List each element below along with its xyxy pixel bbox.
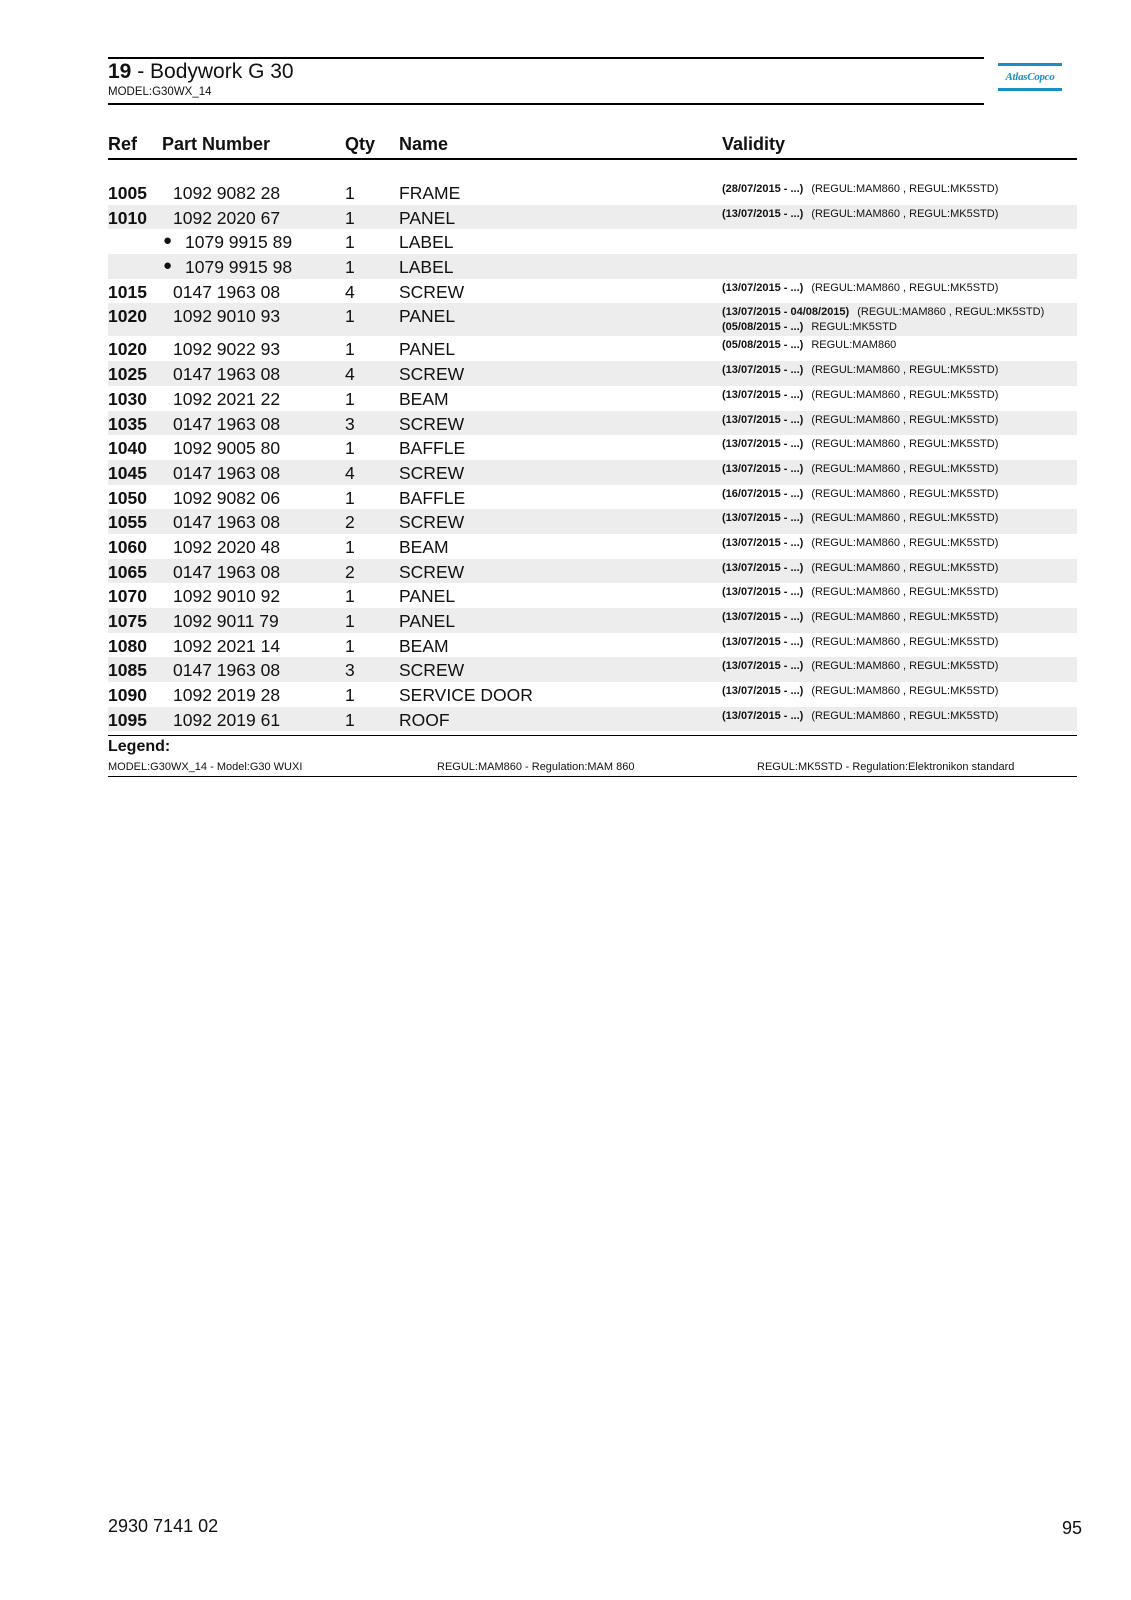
- sub-item-bullet: ●: [163, 257, 173, 275]
- logo-bottom-bar: [998, 88, 1062, 91]
- row-qty: 1: [345, 586, 355, 607]
- table-end-rule: [108, 735, 1077, 736]
- row-name: LABEL: [399, 257, 454, 278]
- row-validity: [722, 562, 998, 575]
- table-row: [108, 509, 1077, 534]
- table-header: [108, 130, 1077, 160]
- table-row: [108, 336, 1077, 361]
- col-ref-header: Ref: [108, 134, 138, 154]
- row-name: SERVICE DOOR: [399, 685, 533, 706]
- row-validity: [722, 183, 998, 196]
- row-ref: 1045: [108, 462, 147, 483]
- table-row: [108, 229, 1077, 254]
- page-title: [108, 60, 294, 84]
- validity-regulation: (REGUL:MAM860 , REGUL:MK5STD): [811, 183, 999, 195]
- validity-regulation: (REGUL:MAM860 , REGUL:MK5STD): [811, 462, 999, 475]
- row-validity: [722, 339, 896, 352]
- row-qty: 1: [345, 685, 355, 706]
- row-part-number: 0147 1963 08: [173, 561, 281, 582]
- row-part-number: 1092 9010 92: [173, 586, 281, 607]
- row-ref: 1055: [108, 512, 147, 533]
- validity-regulation: REGUL:MAM860: [811, 339, 897, 352]
- validity-date: (13/07/2015 - ...): [722, 364, 804, 377]
- row-qty: 1: [345, 487, 355, 508]
- row-part-number: 0147 1963 08: [173, 281, 281, 302]
- row-name: PANEL: [399, 611, 456, 631]
- legend-title: Legend:: [108, 738, 171, 755]
- validity-date: (05/08/2015 - ...): [722, 321, 804, 334]
- validity-regulation: (REGUL:MAM860 , REGUL:MK5STD): [811, 536, 999, 549]
- sub-item-bullet: ●: [163, 232, 173, 250]
- row-qty: 1: [345, 635, 355, 656]
- row-validity: [722, 636, 998, 649]
- legend-item-model: MODEL:G30WX_14 - Model:G30 WUXI: [108, 761, 303, 773]
- row-part-number: 1092 2019 28: [173, 685, 281, 706]
- row-ref: 1085: [108, 660, 147, 681]
- row-ref: 1070: [108, 586, 147, 607]
- validity-date: (13/07/2015 - ...): [722, 512, 804, 525]
- validity-date: (13/07/2015 - ...): [722, 561, 804, 574]
- row-qty: 1: [345, 339, 355, 360]
- validity-regulation: (REGUL:MAM860 , REGUL:MK5STD): [811, 586, 999, 599]
- validity-date: (13/07/2015 - ...): [722, 611, 804, 623]
- row-name: SCREW: [399, 462, 465, 483]
- validity-regulation: (REGUL:MAM860 , REGUL:MK5STD): [811, 660, 999, 673]
- row-qty: 1: [345, 207, 355, 228]
- row-name: PANEL: [399, 207, 456, 228]
- row-qty: 1: [345, 388, 355, 409]
- table-row: [108, 361, 1077, 386]
- table-row: [108, 633, 1077, 658]
- model-code: MODEL:G30WX_14: [108, 86, 212, 98]
- row-ref: 1020: [108, 306, 147, 327]
- table-row: [108, 707, 1077, 732]
- row-part-number: 1092 2020 67: [173, 207, 281, 228]
- row-validity: [722, 611, 998, 624]
- row-name: BEAM: [399, 635, 449, 656]
- validity-regulation: REGUL:MK5STD: [811, 321, 897, 334]
- validity-date: (13/07/2015 - ...): [722, 660, 804, 673]
- col-name-header: Name: [399, 134, 449, 154]
- row-qty: 1: [345, 611, 355, 631]
- row-part-number: 1092 9082 28: [173, 183, 281, 203]
- row-ref: 1080: [108, 635, 147, 656]
- row-ref: 1010: [108, 207, 147, 228]
- table-row: [108, 583, 1077, 608]
- validity-regulation: (REGUL:MAM860 , REGUL:MK5STD): [857, 306, 1045, 319]
- row-qty: 1: [345, 232, 355, 253]
- row-ref: 1075: [108, 611, 147, 631]
- validity-regulation: (REGUL:MAM860 , REGUL:MK5STD): [811, 364, 999, 377]
- legend: [108, 738, 1077, 777]
- validity-regulation: (REGUL:MAM860 , REGUL:MK5STD): [811, 709, 999, 722]
- row-name: PANEL: [399, 339, 456, 360]
- row-ref: 1005: [108, 183, 147, 203]
- section-number: 19: [108, 60, 132, 83]
- validity-date: (13/07/2015 - ...): [722, 438, 804, 451]
- validity-date: (13/07/2015 - 04/08/2015): [722, 306, 850, 319]
- row-part-number: 0147 1963 08: [173, 660, 281, 681]
- row-part-number: 0147 1963 08: [173, 462, 281, 483]
- row-part-number: 0147 1963 08: [173, 512, 281, 533]
- row-validity: [722, 660, 998, 673]
- row-validity: [722, 364, 998, 377]
- row-part-number: 1092 9022 93: [173, 339, 281, 360]
- row-validity: [722, 438, 998, 451]
- page-header: [108, 57, 984, 105]
- row-validity: [722, 537, 998, 550]
- row-qty: 2: [345, 561, 355, 582]
- row-qty: 4: [345, 364, 355, 385]
- row-validity: [722, 586, 998, 599]
- table-row: [108, 254, 1077, 279]
- row-name: FRAME: [399, 183, 461, 203]
- row-name: SCREW: [399, 281, 465, 302]
- row-validity: [722, 282, 998, 295]
- table-row: [108, 559, 1077, 584]
- row-qty: 1: [345, 257, 355, 278]
- row-ref: 1015: [108, 281, 147, 302]
- validity-date: (13/07/2015 - ...): [722, 388, 804, 401]
- legend-item-mam860: REGUL:MAM860 - Regulation:MAM 860: [437, 761, 635, 773]
- row-name: BEAM: [399, 388, 449, 409]
- validity-date: (16/07/2015 - ...): [722, 487, 804, 500]
- atlas-copco-logo: [998, 63, 1062, 95]
- row-name: SCREW: [399, 512, 465, 533]
- validity-regulation: (REGUL:MAM860 , REGUL:MK5STD): [811, 611, 999, 623]
- row-part-number: 0147 1963 08: [173, 413, 281, 434]
- validity-date: (13/07/2015 - ...): [722, 536, 804, 549]
- row-name: SCREW: [399, 561, 465, 582]
- row-ref: 1030: [108, 388, 147, 409]
- validity-date: (13/07/2015 - ...): [722, 635, 804, 648]
- validity-regulation: (REGUL:MAM860 , REGUL:MK5STD): [811, 207, 999, 220]
- validity-regulation: (REGUL:MAM860 , REGUL:MK5STD): [811, 685, 999, 698]
- row-validity: [722, 685, 998, 698]
- row-part-number: 1092 9005 80: [173, 438, 281, 459]
- table-row: [108, 205, 1077, 230]
- table-row: [108, 279, 1077, 304]
- row-qty: 3: [345, 413, 355, 434]
- row-ref: 1020: [108, 339, 147, 360]
- row-name: PANEL: [399, 586, 456, 607]
- row-validity: [722, 414, 998, 427]
- validity-date: (13/07/2015 - ...): [722, 413, 804, 426]
- validity-date: (13/07/2015 - ...): [722, 462, 804, 475]
- row-qty: 3: [345, 660, 355, 681]
- validity-date: (13/07/2015 - ...): [722, 685, 804, 698]
- row-name: BAFFLE: [399, 438, 466, 459]
- validity-regulation: (REGUL:MAM860 , REGUL:MK5STD): [811, 413, 999, 426]
- row-name: BEAM: [399, 536, 449, 557]
- row-ref: 1035: [108, 413, 147, 434]
- row-validity: [722, 389, 998, 402]
- row-name: BAFFLE: [399, 487, 466, 508]
- row-ref: 1050: [108, 487, 147, 508]
- validity-regulation: (REGUL:MAM860 , REGUL:MK5STD): [811, 635, 999, 648]
- validity-date: (13/07/2015 - ...): [722, 586, 804, 599]
- table-row: [108, 303, 1077, 336]
- row-name: SCREW: [399, 660, 465, 681]
- document-number: 2930 7141 02: [108, 1516, 219, 1536]
- row-ref: 1065: [108, 561, 147, 582]
- row-qty: 1: [345, 306, 355, 327]
- validity-regulation: (REGUL:MAM860 , REGUL:MK5STD): [811, 561, 999, 574]
- table-row: [108, 657, 1077, 682]
- page-number: 95: [1061, 1518, 1082, 1538]
- row-part-number: 1092 2020 48: [173, 536, 281, 557]
- validity-date: (28/07/2015 - ...): [722, 183, 804, 195]
- validity-regulation: (REGUL:MAM860 , REGUL:MK5STD): [811, 438, 999, 451]
- table-row: [108, 608, 1077, 633]
- section-title: Bodywork G 30: [150, 60, 294, 83]
- validity-date: (05/08/2015 - ...): [722, 339, 804, 352]
- validity-date: (13/07/2015 - ...): [722, 281, 804, 294]
- row-part-number: 1092 9082 06: [173, 487, 281, 508]
- row-qty: 1: [345, 183, 355, 203]
- row-validity: [722, 208, 998, 221]
- table-row: [108, 386, 1077, 411]
- col-part-number-header: Part Number: [162, 134, 271, 154]
- title-separator: -: [131, 60, 151, 83]
- row-validity: [722, 463, 998, 476]
- table-row: [108, 682, 1077, 707]
- col-validity-header: Validity: [722, 134, 786, 154]
- table-row: [108, 485, 1077, 510]
- validity-date: (13/07/2015 - ...): [722, 207, 804, 220]
- row-part-number: 1092 9010 93: [173, 306, 281, 327]
- row-part-number: 1079 9915 98: [185, 257, 293, 278]
- row-part-number: 0147 1963 08: [173, 364, 281, 385]
- row-validity: [722, 306, 1044, 319]
- row-qty: 2: [345, 512, 355, 533]
- row-ref: 1095: [108, 709, 147, 730]
- row-validity-secondary: [722, 321, 897, 334]
- row-ref: 1040: [108, 438, 147, 459]
- table-row: [108, 435, 1077, 460]
- validity-regulation: (REGUL:MAM860 , REGUL:MK5STD): [811, 281, 999, 294]
- row-qty: 4: [345, 462, 355, 483]
- col-qty-header: Qty: [345, 134, 376, 154]
- parts-table-body: [108, 180, 1077, 731]
- row-qty: 1: [345, 438, 355, 459]
- validity-regulation: (REGUL:MAM860 , REGUL:MK5STD): [811, 487, 999, 500]
- row-validity: [722, 512, 998, 525]
- table-row: [108, 460, 1077, 485]
- validity-date: (13/07/2015 - ...): [722, 709, 804, 722]
- row-part-number: 1092 2021 22: [173, 388, 281, 409]
- row-qty: 1: [345, 709, 355, 730]
- validity-regulation: (REGUL:MAM860 , REGUL:MK5STD): [811, 388, 999, 401]
- row-name: SCREW: [399, 364, 465, 385]
- row-name: LABEL: [399, 232, 454, 253]
- table-row: [108, 411, 1077, 436]
- row-ref: 1090: [108, 685, 147, 706]
- row-part-number: 1079 9915 89: [185, 232, 293, 253]
- row-name: ROOF: [399, 709, 450, 730]
- legend-item-mk5std: REGUL:MK5STD - Regulation:Elektronikon standard: [757, 761, 1015, 773]
- row-part-number: 1092 2019 61: [173, 709, 281, 730]
- row-name: PANEL: [399, 306, 456, 327]
- row-validity: [722, 710, 998, 723]
- validity-regulation: (REGUL:MAM860 , REGUL:MK5STD): [811, 512, 999, 525]
- table-row: [108, 534, 1077, 559]
- row-validity: [722, 488, 998, 501]
- row-name: SCREW: [399, 413, 465, 434]
- row-qty: 1: [345, 536, 355, 557]
- row-part-number: 1092 2021 14: [173, 635, 281, 656]
- table-row: [108, 180, 1077, 205]
- row-ref: 1025: [108, 364, 147, 385]
- logo-text: AtlasCopco: [1005, 71, 1055, 83]
- row-qty: 4: [345, 281, 355, 302]
- row-ref: 1060: [108, 536, 147, 557]
- row-part-number: 1092 9011 79: [173, 611, 279, 631]
